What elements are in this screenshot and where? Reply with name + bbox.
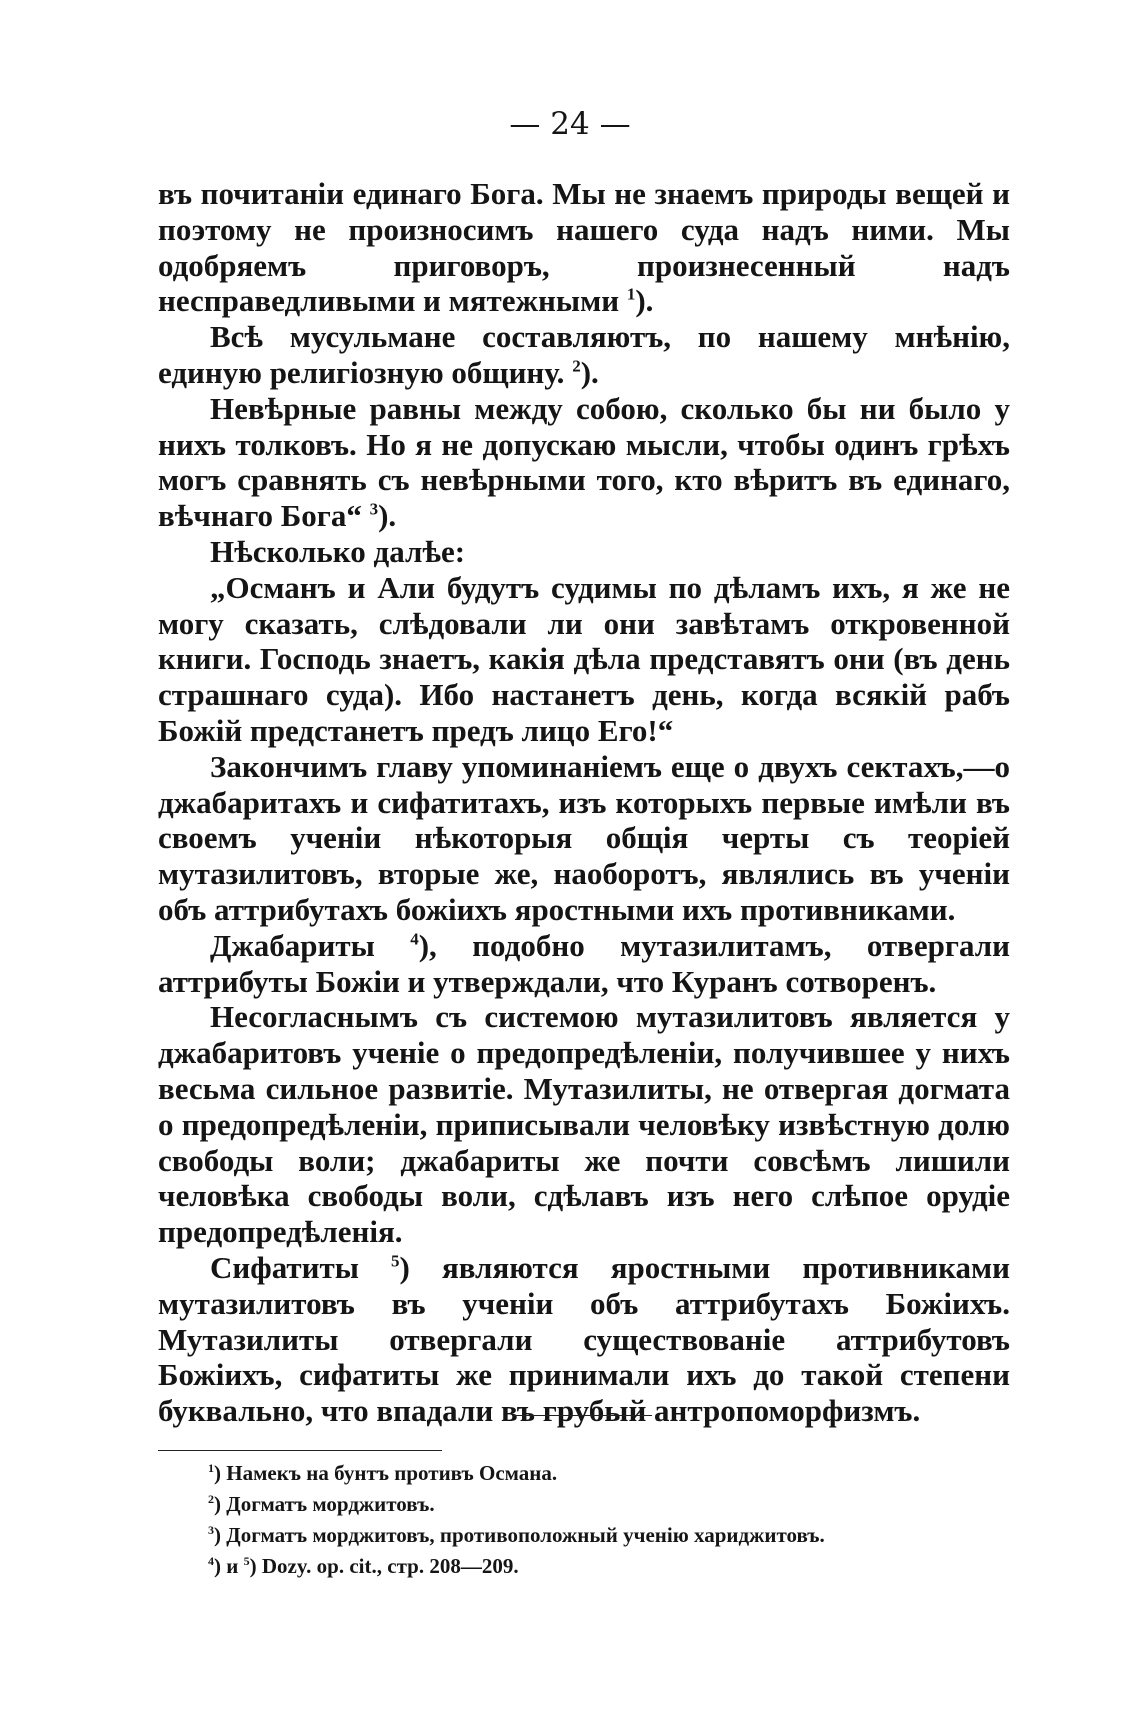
paragraph-7: Джабариты $^4$), подобно мутазилитамъ, отвергали аттрибуты Божіи и утверждали, что Куранъ сотворенъ. xyxy=(158,927,1010,999)
footnote-3: $^3$) Догматъ морджитовъ, противоположный ученію хариджитовъ. xyxy=(208,1523,825,1547)
paragraph-8: Несогласнымъ съ системою мутазилитовъ является у джабаритовъ ученіе о предопредѣленіи, получившее у нихъ весьма сильное развитіе. Мутазилиты, не отвергая догмата о предопредѣленіи, приписывали человѣку извѣстную долю свободы воли; джабариты же почти совсѣмъ лишили человѣка свободы воли, сдѣлавъ изъ него слѣпое орудіе предопредѣленія. xyxy=(158,999,1010,1250)
footnote-4-5: $^4$) и $^5$) Dozy. op. cit., стр. 208—209. xyxy=(208,1554,519,1578)
footnote-1: $^1$) Намекъ на бунтъ противъ Османа. xyxy=(208,1461,558,1485)
main-text xyxy=(158,176,1010,1429)
paragraph-1: въ почитаніи единаго Бога. Мы не знаемъ природы вещей и поэтому не произносимъ нашего суда надъ ними. Мы одобряемъ приговоръ, произнесенный надъ несправедливыми и мятежными $^1$). xyxy=(158,176,1010,319)
section-end-rule xyxy=(512,1415,652,1416)
footnotes xyxy=(208,1458,1008,1582)
footnote-ref-3[interactable]: 3 xyxy=(369,499,379,519)
footnote-separator xyxy=(158,1450,442,1451)
paragraph-9: Сифатиты $^5$) являются яростными противниками мутазилитовъ въ ученіи объ аттрибутахъ Божіихъ. Мутазилиты отвергали существованіе аттрибутовъ Божіихъ, сифатиты же принимали ихъ до такой степени буквально, что впадали въ грубый антропоморфизмъ. xyxy=(158,1249,1010,1429)
paragraph-2: Всѣ мусульмане составляютъ, по нашему мнѣнію, единую религіозную общину. $^2$). xyxy=(158,319,1010,390)
quotation-paragraph: „Османъ и Али будутъ судимы по дѣламъ ихъ, я же не могу сказать, слѣдовали ли они завѣтамъ откровенной книги. Господь знаетъ, какія дѣла представятъ они (въ день страшнаго суда). Ибо настанетъ день, когда всякій рабъ Божій предстанетъ предъ лицо Его!“ xyxy=(158,569,1010,748)
footnote-ref-2[interactable]: 2 xyxy=(572,356,581,376)
paragraph-6: Закончимъ главу упоминаніемъ еще о двухъ сектахъ,—о джабаритахъ и сифатитахъ, изъ которыхъ первые имѣли въ своемъ ученіи нѣкоторыя общія черты съ теоріей мутазилитовъ, вторые же, наоборотъ, являлись въ ученіи объ аттрибутахъ божіихъ яростными ихъ противниками. xyxy=(158,748,1010,927)
footnote-2: $^2$) Догматъ морджитовъ. xyxy=(208,1492,435,1516)
footnote-ref-4[interactable]: 4 xyxy=(410,929,419,949)
page-number: — 24 — xyxy=(509,106,631,142)
paragraph-3: Невѣрные равны между собою, сколько бы ни было у нихъ толковъ. Но я не допускаю мысли, чтобы одинъ грѣхъ могъ сравнять съ невѣрными того, кто вѣритъ въ единаго, вѣчнаго Бога“ $^3$). xyxy=(158,390,1010,534)
footnote-ref-5[interactable]: 5 xyxy=(391,1251,400,1271)
footnote-ref-1[interactable]: 1 xyxy=(626,285,636,305)
paragraph-4: Нѣсколько далѣе: xyxy=(210,533,466,569)
